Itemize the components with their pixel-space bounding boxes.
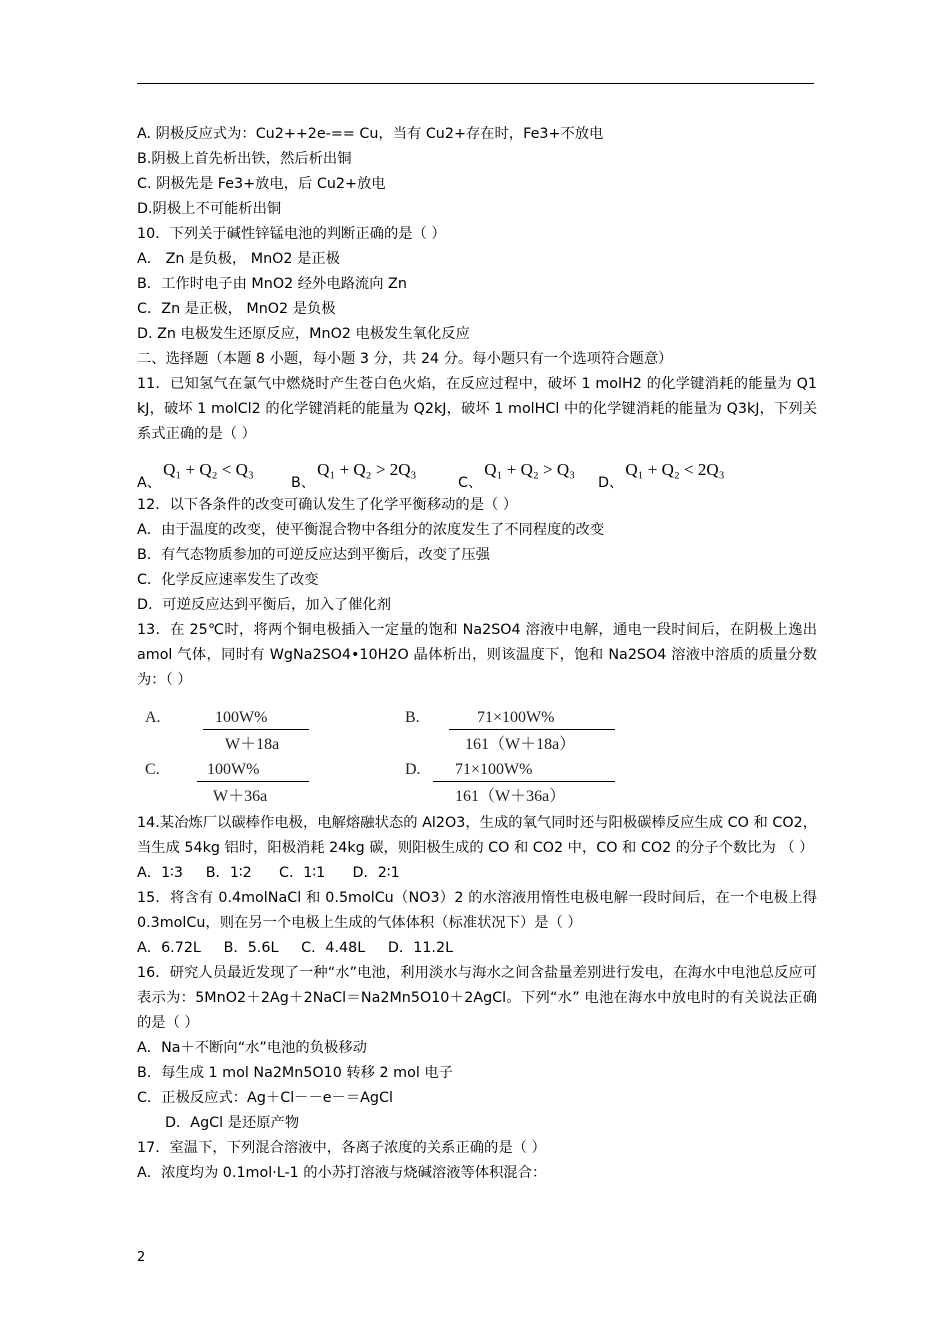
q11-stem: 11．已知氢气在氯气中燃烧时产生苍白色火焰，在反应过程中，破坏 1 molH2 的化学键消耗的能量为 Q1 kJ，破坏 1 molCl2 的化学键消耗的能量为 Q2kJ，破坏 1 molHCl 中的化学键消耗的能量为 Q3kJ，下列关系式正确的是（ ） bbox=[137, 376, 817, 442]
q16-option-d: D．AgCl 是还原产物 bbox=[165, 1115, 300, 1131]
q12-stem: 12．以下各条件的改变可确认发生了化学平衡移动的是（ ） bbox=[137, 497, 518, 513]
q13-option-c-numerator: 100W% bbox=[207, 761, 260, 778]
q13-option-c-denominator: W＋36a bbox=[213, 788, 268, 805]
q13-option-c-label: C. bbox=[145, 761, 160, 778]
q13-option-b-fraction-bar bbox=[449, 729, 615, 730]
q17-option-a: A．浓度均为 0.1mol·L-1 的小苏打溶液与烧碱溶液等体积混合： bbox=[137, 1165, 547, 1181]
q9-option-a: A. 阴极反应式为：Cu2++2e-== Cu，当有 Cu2+存在时，Fe3+不放电 bbox=[137, 126, 604, 142]
header-rule bbox=[137, 83, 814, 84]
q13-option-d-numerator: 71×100W% bbox=[455, 761, 533, 778]
q11-options bbox=[137, 447, 817, 493]
q13-option-d-denominator: 161（W＋36a） bbox=[455, 788, 566, 805]
q16-option-c: C．正极反应式：Ag＋Cl－－e－＝AgCl bbox=[137, 1090, 393, 1106]
q10-stem: 10．下列关于碱性锌锰电池的判断正确的是（ ） bbox=[137, 226, 446, 242]
q11-option-d: D、Q₁ + Q₂ < 2Q₃ bbox=[598, 460, 725, 491]
q10-option-b: B．工作时电子由 MnO2 经外电路流向 Zn bbox=[137, 276, 407, 292]
q9-option-b: B.阴极上首先析出铁，然后析出铜 bbox=[137, 151, 352, 167]
q10-option-c: C．Zn 是正极， MnO2 是负极 bbox=[137, 301, 336, 317]
q13-option-b-denominator: 161（W＋18a） bbox=[465, 736, 576, 753]
q13-stem: 13．在 25℃时，将两个铜电极插入一定量的饱和 Na2SO4 溶液中电解，通电一段时间后，在阴极上逸出 amol 气体，同时有 WgNa2SO4•10H2O 晶体析出，则该温度下，饱和 Na2SO4 溶液中溶质的质量分数为：（ ） bbox=[137, 622, 817, 688]
q13-options bbox=[137, 697, 817, 803]
page-content bbox=[137, 122, 817, 1186]
q14-options: A．1∶3 B．1∶2 C．1∶1 D．2∶1 bbox=[137, 865, 400, 881]
q16-stem: 16．研究人员最近发现了一种“水”电池，利用淡水与海水之间含盐量差别进行发电，在海水中电池总反应可表示为：5MnO2＋2Ag＋2NaCl＝Na2Mn5O10＋2AgCl。下列“水” 电池在海水中放电时的有关说法正确的是（ ） bbox=[137, 965, 817, 1031]
q13-option-a-denominator: W＋18a bbox=[225, 736, 280, 753]
q12-option-a: A．由于温度的改变，使平衡混合物中各组分的浓度发生了不同程度的改变 bbox=[137, 522, 605, 538]
q15-stem: 15．将含有 0.4molNaCl 和 0.5molCu（NO3）2 的水溶液用惰性电极电解一段时间后，在一个电极上得 0.3molCu，则在另一个电极上生成的气体体积（标准状况下）是（ ） bbox=[137, 890, 817, 931]
q13-option-b-numerator: 71×100W% bbox=[477, 709, 555, 726]
q10-option-d: D. Zn 电极发生还原反应，MnO2 电极发生氧化反应 bbox=[137, 326, 470, 342]
q13-option-d-label: D. bbox=[405, 761, 421, 778]
q11-option-c: C、Q₁ + Q₂ > Q₃ bbox=[458, 460, 576, 491]
q12-option-c: C．化学反应速率发生了改变 bbox=[137, 572, 319, 588]
page-number: 2 bbox=[137, 1250, 146, 1265]
q11-option-b: B、Q₁ + Q₂ > 2Q₃ bbox=[291, 460, 417, 491]
q16-option-a: A．Na＋不断向“水”电池的负极移动 bbox=[137, 1040, 367, 1056]
q13-option-d-fraction-bar bbox=[433, 781, 615, 782]
q16-option-b: B．每生成 1 mol Na2Mn5O10 转移 2 mol 电子 bbox=[137, 1065, 453, 1081]
q14-stem: 14.某冶炼厂以碳棒作电极，电解熔融状态的 Al2O3，生成的氧气同时还与阳极碳棒反应生成 CO 和 CO2，当生成 54kg 铝时，阳极消耗 24kg 碳，则阳极生成的 CO 和 CO2 中，CO 和 CO2 的分子个数比为 （ ） bbox=[137, 815, 817, 856]
q13-option-a-label: A. bbox=[145, 709, 161, 726]
q13-option-a-numerator: 100W% bbox=[215, 709, 268, 726]
q12-option-d: D．可逆反应达到平衡后，加入了催化剂 bbox=[137, 597, 392, 613]
q13-option-b-label: B. bbox=[405, 709, 420, 726]
q13-option-c-fraction-bar bbox=[197, 781, 309, 782]
section-two-heading: 二、选择题（本题 8 小题，每小题 3 分，共 24 分。每小题只有一个选项符合题意） bbox=[137, 351, 673, 367]
q12-option-b: B．有气态物质参加的可逆反应达到平衡后，改变了压强 bbox=[137, 547, 490, 563]
q9-option-d: D.阴极上不可能析出铜 bbox=[137, 201, 282, 217]
q13-option-a-fraction-bar bbox=[203, 729, 309, 730]
q17-stem: 17．室温下，下列混合溶液中，各离子浓度的关系正确的是（ ） bbox=[137, 1140, 546, 1156]
q15-options: A．6.72L B．5.6L C．4.48L D．11.2L bbox=[137, 940, 454, 956]
q10-option-a: A． Zn 是负极， MnO2 是正极 bbox=[137, 251, 340, 267]
q11-option-a: A、Q₁ + Q₂ < Q₃ bbox=[137, 460, 254, 491]
q9-option-c: C. 阴极先是 Fe3+放电，后 Cu2+放电 bbox=[137, 176, 386, 192]
